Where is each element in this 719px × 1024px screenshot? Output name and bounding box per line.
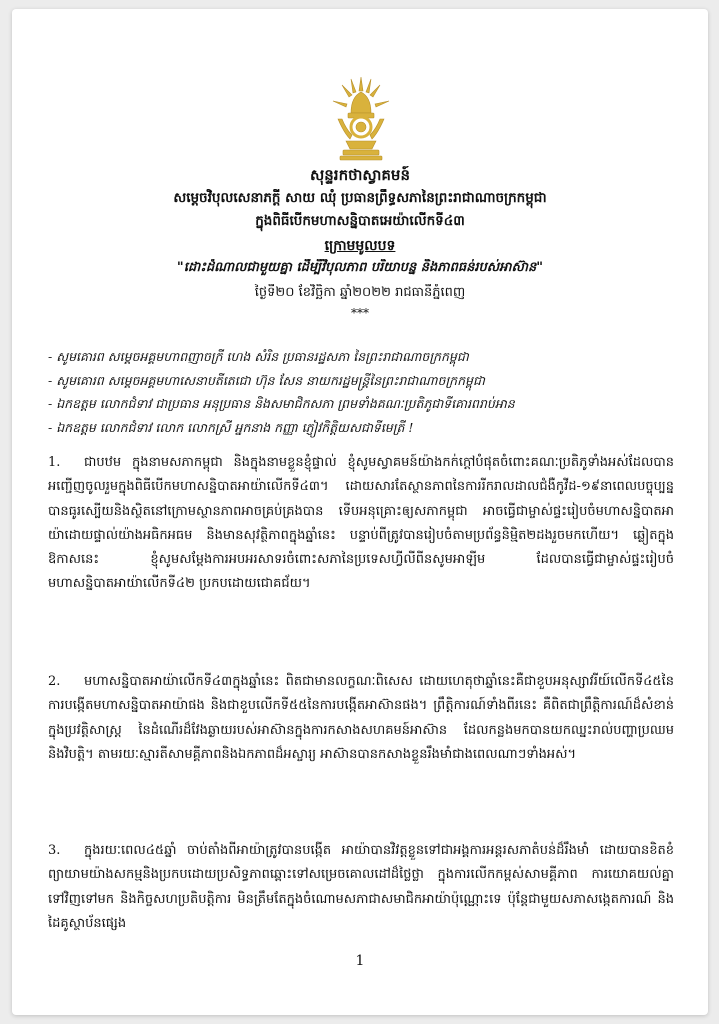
title-line-2: សម្ដេចវិបុលសេនាភក្ដី សាយ ឈុំ ប្រធានព្រឹទ្ធសភានៃព្រះរាជាណាចក្រកម្ពុជា — [173, 190, 547, 206]
paragraph-text: មហាសន្និបាតអាយ៉ាលើកទី៤៣ក្នុងឆ្នាំនេះ ពិតជាមានលក្ខណៈពិសេស ដោយហេតុថាឆ្នាំនេះគឺជាខួបអនុស្សាវរីយ៍លើកទី៤៥នៃការបង្កើតមហាសន្និបាតអាយ៉ាផង និងជាខួបលើកទី៥៥នៃការបង្កើតអាស៊ានផង។ ព្រឹត្តិការណ៍ទាំងពីរនេះ គឺពិតជាព្រឹត្តិការណ៍ដ៏សំខាន់ក្នុងប្រវត្តិសាស្ត្រ នៃដំណើរដ៏វែងឆ្ងាយរបស់អាស៊ានក្នុងការកសាងសហគមន៍អាស៊ាន ដែលកន្លងមកបានយកឈ្នះរាល់បញ្ហាប្រឈមនិងវិបត្តិ។ តាមរយៈស្មារតីសាមគ្គីភាពនិងឯកភាពដ៏អស្ចារ្យ អាស៊ានបានកសាងខ្លួនរឹងមាំជាងពេលណាៗទាំងអស់។ — [48, 674, 674, 762]
emblem-icon — [330, 75, 392, 161]
paragraph-number: 1. — [48, 455, 61, 470]
paragraph-3 — [48, 839, 674, 963]
page-number: 1 — [355, 953, 365, 969]
salutation-item: - ឯកឧត្ដម លោកជំទាវ ជាប្រធាន អនុប្រធាន និងសមាជិកសភា ព្រមទាំងគណៈប្រតិភូជាទីគោរពរាប់អាន — [48, 396, 515, 411]
salutation-item: - សូមគោរព សម្ដេចអគ្គមហាសេនាបតីតេជោ ហ៊ុន សែន នាយករដ្ឋមន្ត្រីនៃព្រះរាជាណាចក្រកម្ពុជា — [48, 372, 485, 388]
paragraph-text: ជាបឋម ក្នុងនាមសភាកម្ពុជា និងក្នុងនាមខ្លួនខ្ញុំផ្ទាល់ ខ្ញុំសូមស្វាគមន៍យ៉ាងកក់ក្ដៅបំផុតចំពោះគណៈប្រតិភូទាំងអស់ដែលបានអញ្ជើញចូលរួមក្នុងពិធីបើកមហាសន្និបាតអាយ៉ាលើកទី៤៣។ ដោយសារតែស្ថានភាពនៃការរីករាលដាលជំងឺកូវីដ-១៩នាពេលបច្ចុប្បន្ន បានធូរស្បើយនិងស្ថិតនៅក្រោមស្ថានភាពអាចគ្រប់គ្រងបាន ទើបអនុគ្រោះឲ្យសភាកម្ពុជា អាចធ្វើជាម្ចាស់ផ្ទះរៀបចំមហាសន្និបាតអាយ៉ាដោយផ្ទាល់យ៉ាងអធិកអធម និងមានសុវត្ថិភាពក្នុងឆ្នាំនេះ បន្ទាប់ពីត្រូវបានរៀបចំតាមប្រព័ន្ធនិម្មិត២ដងរួចមកហើយ។ ឆ្លៀតក្នុងឱកាសនេះ ខ្ញុំសូមសម្ដែងការអបអរសាទរចំពោះសភានៃប្រទេសហ្វីលីពីនសូមអាឡីម ដែលបានធ្វើជាម្ចាស់ផ្ទះរៀបចំមហាសន្និបាតអាយ៉ាលើកទី៤២ ប្រកបដោយជោគជ័យ។ — [48, 455, 674, 592]
paragraph-number: 2. — [48, 674, 61, 689]
salutation-list — [48, 345, 674, 439]
document-page — [12, 9, 708, 1015]
title-line-1: សុន្ទរកថាស្វាគមន៍ — [310, 166, 410, 184]
separator-stars: *** — [351, 306, 369, 320]
title-line-3: ក្នុងពិធីបើកមហាសន្និបាតអេយ៉ាលើកទី៤៣ — [255, 213, 465, 229]
paragraph-2 — [48, 670, 674, 818]
theme-label: ក្រោមមូលបទ — [324, 238, 396, 254]
salutation-item: - សូមគោរព សម្ដេចអគ្គមហាពញាចក្រី ហេង សំរិន ប្រធានរដ្ឋសភា នៃព្រះរាជាណាចក្រកម្ពុជា — [48, 349, 469, 364]
date-line: ថ្ងៃទី២០ ខែវិច្ឆិកា ឆ្នាំ២០២២ រាជធានីភ្នំពេញ — [254, 285, 466, 300]
paragraph-1 — [48, 451, 674, 647]
paragraph-text: ក្នុងរយៈពេល៤៥ឆ្នាំ ចាប់តាំងពីអាយ៉ាត្រូវបានបង្កើត អាយ៉ាបានវិវត្តខ្លួនទៅជាអង្គការអន្តរសភាតំបន់ដ៏រឹងមាំ ដោយបានខិតខំព្យាយាមយ៉ាងសកម្មនិងប្រកបដោយប្រសិទ្ធភាពឆ្ពោះទៅសម្រេចគោលដៅដ៏ថ្លៃថ្លា ក្នុងការលើកកម្ពស់សាមគ្គីភាព ការយោគយល់គ្នាទៅវិញទៅមក និងកិច្ចសហប្រតិបត្តិការ មិនត្រឹមតែក្នុងចំណោមសភាជាសមាជិកអាយ៉ាប៉ុណ្ណោះទេ ប៉ុន្តែជាមួយសភាសង្កេតការណ៍ និងដៃគូស្ថាប័នផ្សេង — [48, 843, 674, 931]
salutation-item: - ឯកឧត្ដម លោកជំទាវ លោក លោកស្រី អ្នកនាង កញ្ញា ភ្ញៀវកិត្តិយសជាទីមេត្រី ! — [48, 419, 414, 435]
paragraph-number: 3. — [48, 843, 61, 858]
theme-text: "ដោះដំណាលជាមួយគ្នា ដើម្បីវិបុលភាព បរិយាបន្ន និងភាពធន់របស់អាស៊ាន" — [176, 260, 544, 275]
